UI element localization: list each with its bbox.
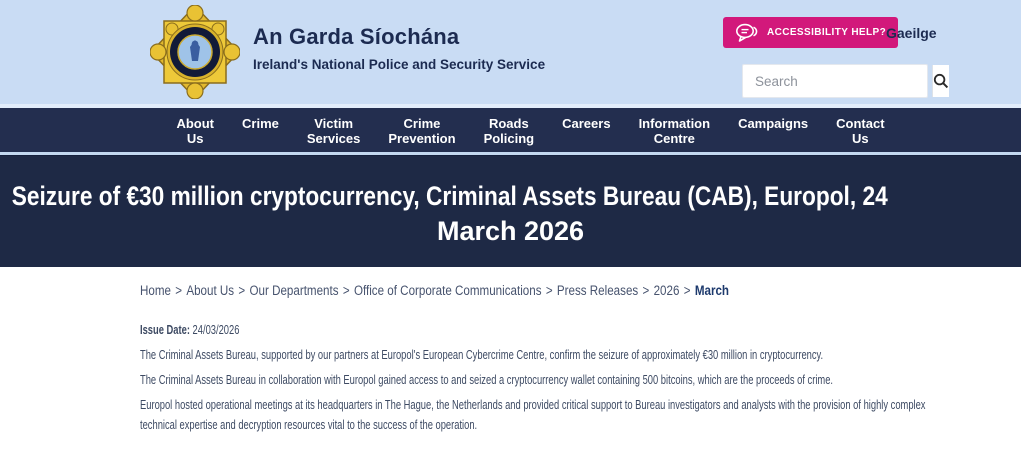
language-toggle-gaeilge[interactable]: Gaeilge	[886, 25, 937, 41]
search-box	[742, 64, 928, 98]
nav-item-careers[interactable]: Careers	[562, 116, 611, 131]
speech-bubbles-icon	[735, 23, 759, 42]
breadcrumb-separator: >	[175, 283, 183, 298]
breadcrumb-press-releases[interactable]: Press Releases	[556, 283, 639, 298]
search-button[interactable]	[932, 65, 949, 97]
garda-crest-logo[interactable]	[150, 5, 240, 99]
breadcrumb-separator: >	[642, 283, 650, 298]
main-navigation	[0, 108, 1021, 152]
paragraph-seizure-confirmation: The Criminal Assets Bureau, supported by our partners at Europol's European Cybercrime Centre, confirm the seizure of approximately €30 million in cryptocurrency.	[140, 347, 824, 362]
nav-item-crime-prevention[interactable]: Crime Prevention	[388, 116, 456, 146]
nav-item-about-us[interactable]: About Us	[176, 116, 215, 146]
accessibility-help-button[interactable]	[723, 17, 898, 48]
accessibility-help-label: ACCESSIBILITY HELP?	[767, 27, 887, 38]
breadcrumb-separator: >	[683, 283, 691, 298]
page-title	[0, 179, 1021, 248]
breadcrumb-about-us[interactable]: About Us	[186, 283, 235, 298]
magnifier-icon	[933, 73, 949, 89]
site-header	[0, 0, 1021, 104]
breadcrumb-home[interactable]: Home	[140, 283, 171, 298]
nav-item-victim-services[interactable]: Victim Services	[306, 116, 361, 146]
breadcrumb-office-corporate-communications[interactable]: Office of Corporate Communications	[353, 283, 542, 298]
page-title-line1: Seizure of €30 million cryptocurrency, Criminal Assets Bureau (CAB), Europol, 24	[11, 181, 888, 211]
paragraph-wallet-seized: The Criminal Assets Bureau in collaboration with Europol gained access to and seized a cryptocurrency wallet containing 500 bitcoins, which are the proceeds of crime.	[140, 372, 834, 387]
page-title-line2: March 2026	[436, 216, 585, 246]
article-content	[0, 267, 1021, 435]
page-title-banner	[0, 155, 1021, 267]
breadcrumb-separator: >	[342, 283, 350, 298]
nav-item-information-centre[interactable]: Information Centre	[638, 116, 711, 146]
breadcrumb-2026[interactable]: 2026	[653, 283, 680, 298]
breadcrumb	[140, 283, 914, 299]
nav-item-roads-policing[interactable]: Roads Policing	[483, 116, 535, 146]
nav-item-contact-us[interactable]: Contact Us	[836, 116, 885, 146]
site-identity	[253, 24, 545, 72]
issue-date-line	[140, 320, 946, 340]
press-release-body	[140, 320, 946, 435]
nav-item-campaigns[interactable]: Campaigns	[738, 116, 809, 131]
issue-date-label: Issue Date:	[140, 322, 190, 337]
site-subtitle: Ireland's National Police and Security Service	[253, 57, 546, 72]
breadcrumb-current-march: March	[694, 283, 730, 298]
issue-date-value: 24/03/2026	[192, 322, 240, 337]
site-title: An Garda Síochána	[253, 24, 460, 49]
breadcrumb-our-departments[interactable]: Our Departments	[249, 283, 339, 298]
nav-item-crime[interactable]: Crime	[242, 116, 279, 131]
breadcrumb-separator: >	[545, 283, 553, 298]
paragraph-europol-support: Europol hosted operational meetings at its headquarters in The Hague, the Netherlands and provided critical support to Bureau investigators and analysts with the provision of highly complex technical expertise and decryption resources vital to the success of the operation.	[140, 397, 926, 432]
search-input[interactable]	[743, 65, 932, 97]
breadcrumb-separator: >	[238, 283, 246, 298]
